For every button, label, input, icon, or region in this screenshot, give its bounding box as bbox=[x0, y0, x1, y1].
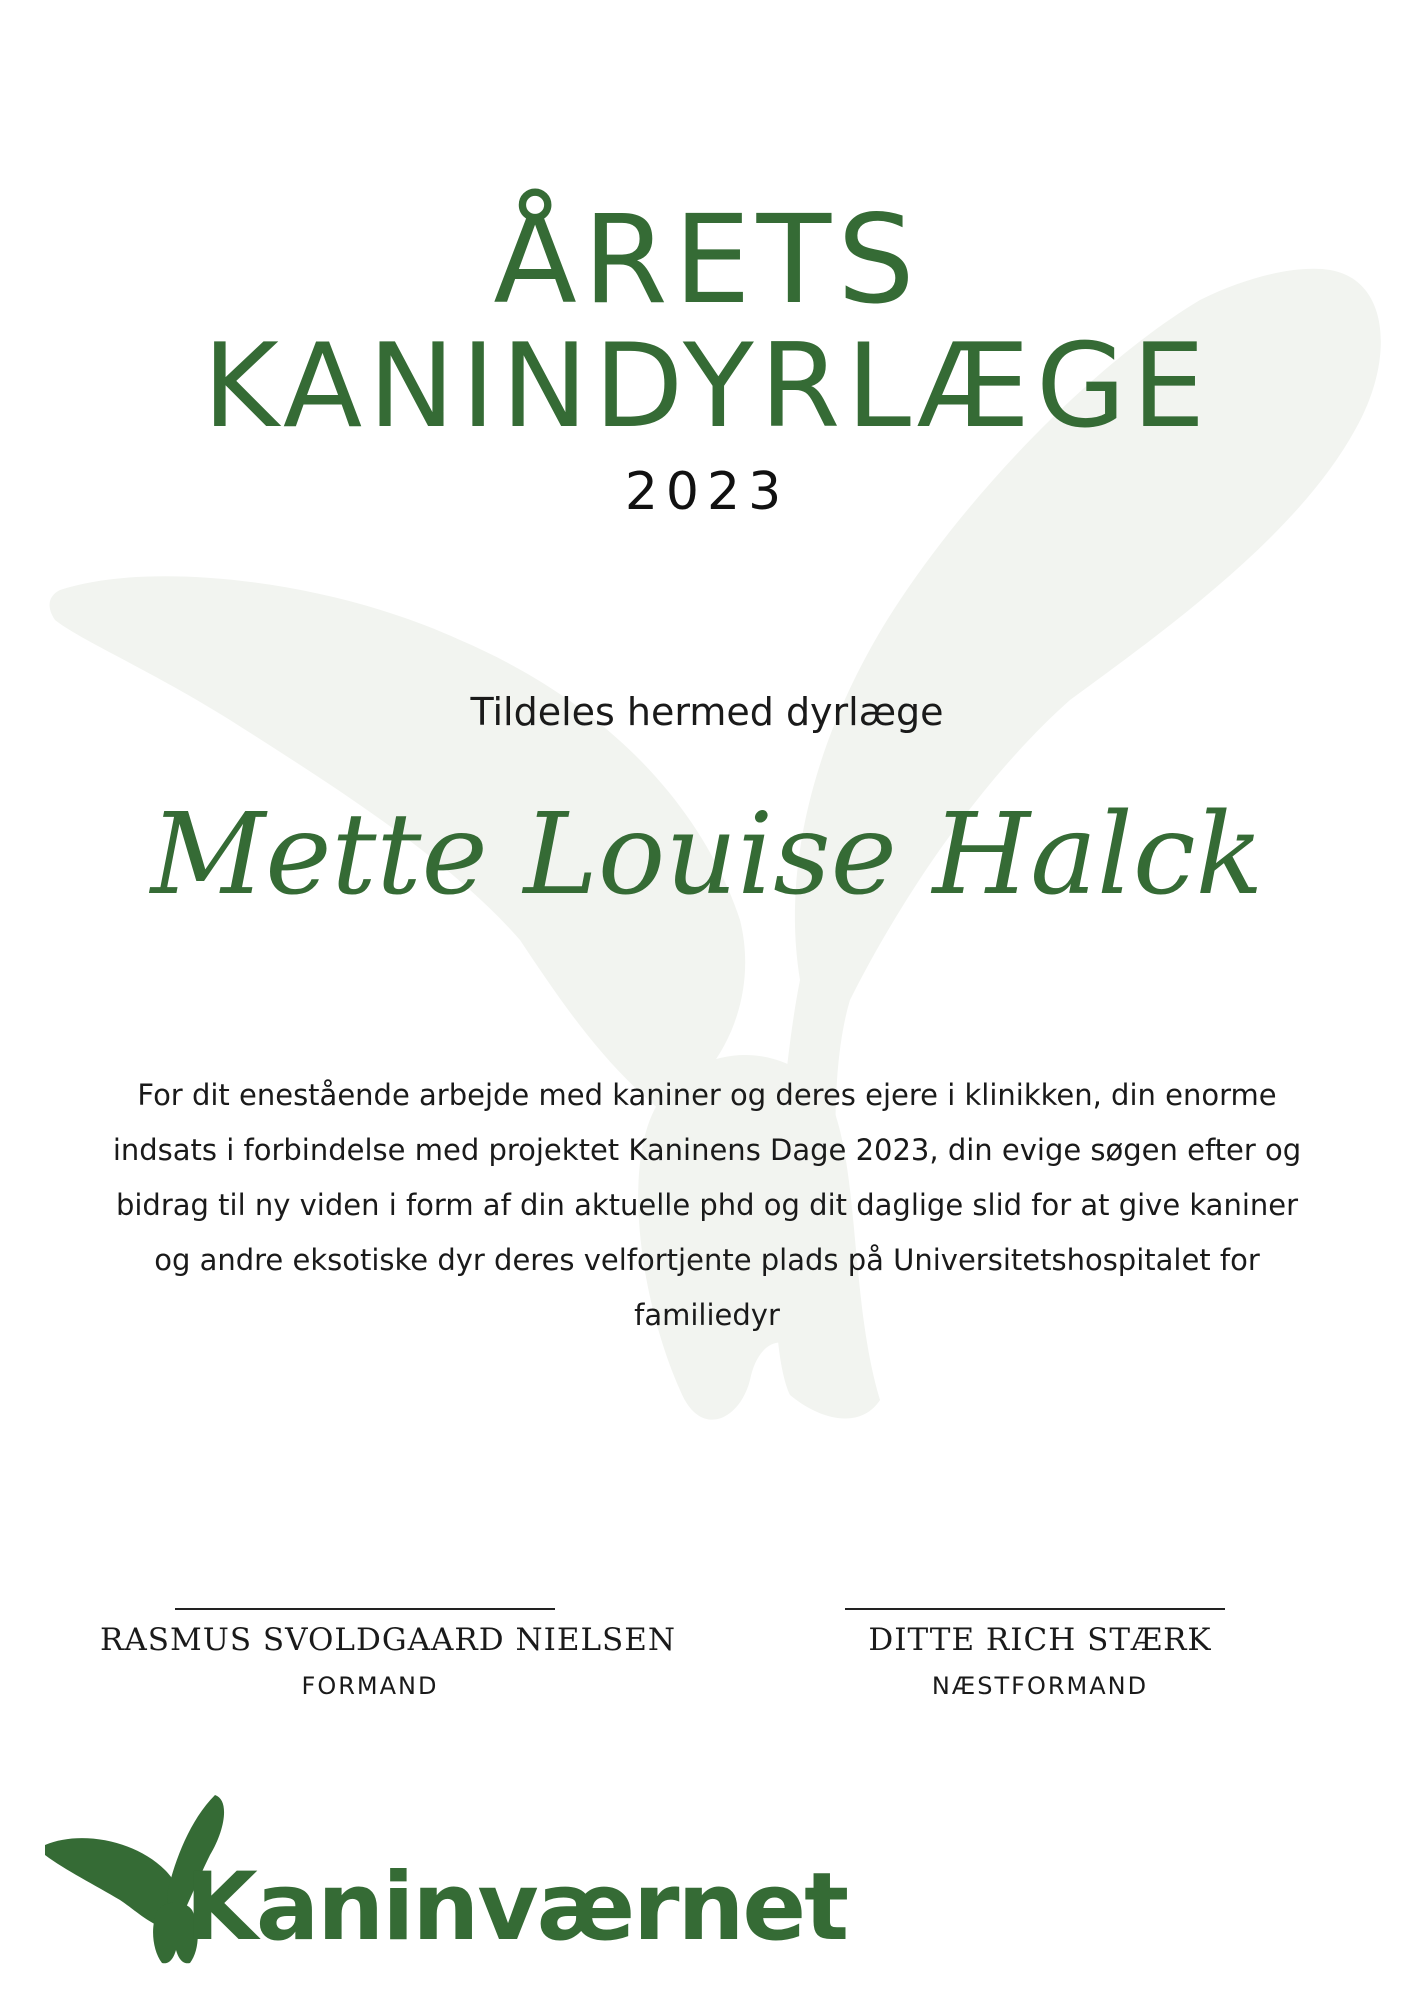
citation-text: For dit enestående arbejde med kaniner og deres ejere i klinikken, din enorme indsats i forbindelse med projektet Kaninens Dage 2023, din evige søgen efter og bidrag til ny viden i form af din aktuelle phd og dit daglige slid for at give kaniner og andre eksotiske dyr deres velfortjente plads på Universitetshospitalet for familiedyr bbox=[112, 1078, 1302, 1332]
award-year: 2023 bbox=[624, 462, 790, 522]
signatory-name-left: RASMUS SVOLDGAARD NIELSEN bbox=[100, 1622, 677, 1658]
signatory-name-right: DITTE RICH STÆRK bbox=[868, 1622, 1212, 1658]
signatory-role-left: FORMAND bbox=[301, 1672, 439, 1700]
recipient-name: Mette Louise Halck bbox=[150, 790, 1264, 920]
intro-text: Tildeles hermed dyrlæge bbox=[470, 690, 944, 734]
signatory-role-right: NÆSTFORMAND bbox=[931, 1672, 1149, 1700]
signature-line-right bbox=[845, 1608, 1225, 1610]
title-line2: KANINDYRLÆGE bbox=[202, 319, 1212, 454]
title-line1: ÅRETS bbox=[493, 189, 921, 331]
signature-line-left bbox=[175, 1608, 555, 1610]
logo-wordmark: Kaninværnet bbox=[185, 1853, 848, 1962]
